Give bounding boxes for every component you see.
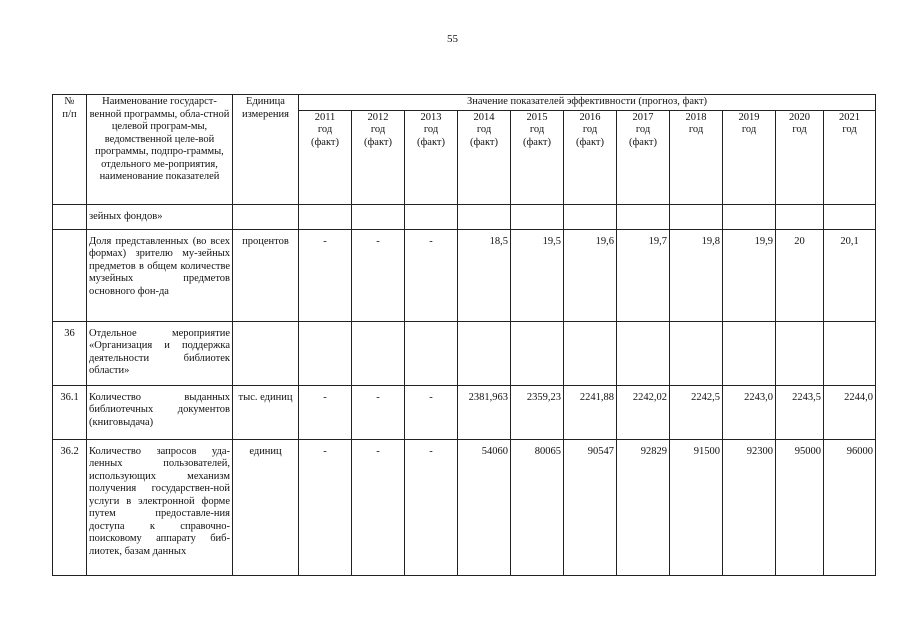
row-unit: тыс. единиц xyxy=(233,385,299,439)
value-cell: 19,7 xyxy=(617,229,670,321)
value-cell: 2243,5 xyxy=(776,385,824,439)
value-cell xyxy=(299,204,352,229)
header-no: № п/п xyxy=(53,95,87,205)
value-cell: - xyxy=(352,229,405,321)
row-unit xyxy=(233,204,299,229)
value-cell: 20 xyxy=(776,229,824,321)
value-cell: 91500 xyxy=(670,439,723,575)
value-cell xyxy=(458,321,511,385)
value-cell: 2244,0 xyxy=(824,385,876,439)
row-name: Доля представленных (во всех формах) зрителю му-зейных предметов в общем количестве музейных предметов основного фон-да xyxy=(87,229,233,321)
value-cell: 19,9 xyxy=(723,229,776,321)
value-cell: 2242,5 xyxy=(670,385,723,439)
year-cell: 2021 год xyxy=(824,110,876,204)
table-row xyxy=(53,439,876,575)
year-cell: 2016 год (факт) xyxy=(564,110,617,204)
value-cell: 92300 xyxy=(723,439,776,575)
row-name: Количество выданных библиотечных документов (книговыдача) xyxy=(87,385,233,439)
value-cell: - xyxy=(352,385,405,439)
header-row xyxy=(53,95,876,111)
value-cell xyxy=(617,204,670,229)
value-cell xyxy=(511,204,564,229)
page-number: 55 xyxy=(447,33,458,45)
header-name: Наименование государст-венной программы, обла-стной целевой програм-мы, ведомственной целе-вой программы, подпро-граммы, отдельного ме-роприятия, наименование показателей xyxy=(87,95,233,205)
year-cell: 2011 год (факт) xyxy=(299,110,352,204)
row-unit xyxy=(233,321,299,385)
value-cell: 90547 xyxy=(564,439,617,575)
value-cell: 95000 xyxy=(776,439,824,575)
value-cell xyxy=(405,321,458,385)
value-cell: 19,8 xyxy=(670,229,723,321)
year-cell: 2017 год (факт) xyxy=(617,110,670,204)
value-cell xyxy=(670,321,723,385)
value-cell xyxy=(564,204,617,229)
value-cell xyxy=(617,321,670,385)
year-cell: 2014 год (факт) xyxy=(458,110,511,204)
year-cell: 2012 год (факт) xyxy=(352,110,405,204)
value-cell: 2242,02 xyxy=(617,385,670,439)
value-cell xyxy=(352,204,405,229)
value-cell: - xyxy=(405,229,458,321)
value-cell xyxy=(824,321,876,385)
row-no: 36.1 xyxy=(53,385,87,439)
header-values: Значение показателей эффективности (прогноз, факт) xyxy=(299,95,876,111)
value-cell xyxy=(511,321,564,385)
performance-indicators-table xyxy=(52,94,876,576)
year-cell: 2015 год (факт) xyxy=(511,110,564,204)
row-name: Отдельное мероприятие «Организация и поддержка деятельности библиотек области» xyxy=(87,321,233,385)
value-cell: 19,5 xyxy=(511,229,564,321)
value-cell xyxy=(458,204,511,229)
table-row xyxy=(53,385,876,439)
value-cell: 18,5 xyxy=(458,229,511,321)
value-cell xyxy=(723,204,776,229)
row-no: 36.2 xyxy=(53,439,87,575)
row-unit: процентов xyxy=(233,229,299,321)
value-cell xyxy=(352,321,405,385)
table-row xyxy=(53,204,876,229)
value-cell: - xyxy=(299,385,352,439)
year-cell: 2013 год (факт) xyxy=(405,110,458,204)
row-no xyxy=(53,229,87,321)
value-cell xyxy=(723,321,776,385)
value-cell: - xyxy=(405,385,458,439)
value-cell: 54060 xyxy=(458,439,511,575)
value-cell: 2381,963 xyxy=(458,385,511,439)
row-no xyxy=(53,204,87,229)
row-no: 36 xyxy=(53,321,87,385)
value-cell: - xyxy=(352,439,405,575)
value-cell: 2243,0 xyxy=(723,385,776,439)
row-unit: единиц xyxy=(233,439,299,575)
year-cell: 2020 год xyxy=(776,110,824,204)
value-cell: - xyxy=(299,439,352,575)
table-row xyxy=(53,229,876,321)
value-cell: 80065 xyxy=(511,439,564,575)
value-cell xyxy=(299,321,352,385)
value-cell: 20,1 xyxy=(824,229,876,321)
value-cell: - xyxy=(405,439,458,575)
year-cell: 2018 год xyxy=(670,110,723,204)
value-cell xyxy=(564,321,617,385)
value-cell: 2359,23 xyxy=(511,385,564,439)
table-row xyxy=(53,321,876,385)
header-unit: Единица измерения xyxy=(233,95,299,205)
value-cell: 19,6 xyxy=(564,229,617,321)
value-cell xyxy=(776,204,824,229)
value-cell xyxy=(776,321,824,385)
value-cell xyxy=(824,204,876,229)
value-cell xyxy=(670,204,723,229)
value-cell: 2241,88 xyxy=(564,385,617,439)
year-cell: 2019 год xyxy=(723,110,776,204)
row-name: Количество запросов уда-ленных пользователей, использующих механизм получения государствен-ной услуги в электронной форме путем предоставле-ния доступа к справочно-поисковому аппарату биб-лиотек, базам данных xyxy=(87,439,233,575)
value-cell: 92829 xyxy=(617,439,670,575)
value-cell: 96000 xyxy=(824,439,876,575)
value-cell xyxy=(405,204,458,229)
value-cell: - xyxy=(299,229,352,321)
row-name: зейных фондов» xyxy=(87,204,233,229)
